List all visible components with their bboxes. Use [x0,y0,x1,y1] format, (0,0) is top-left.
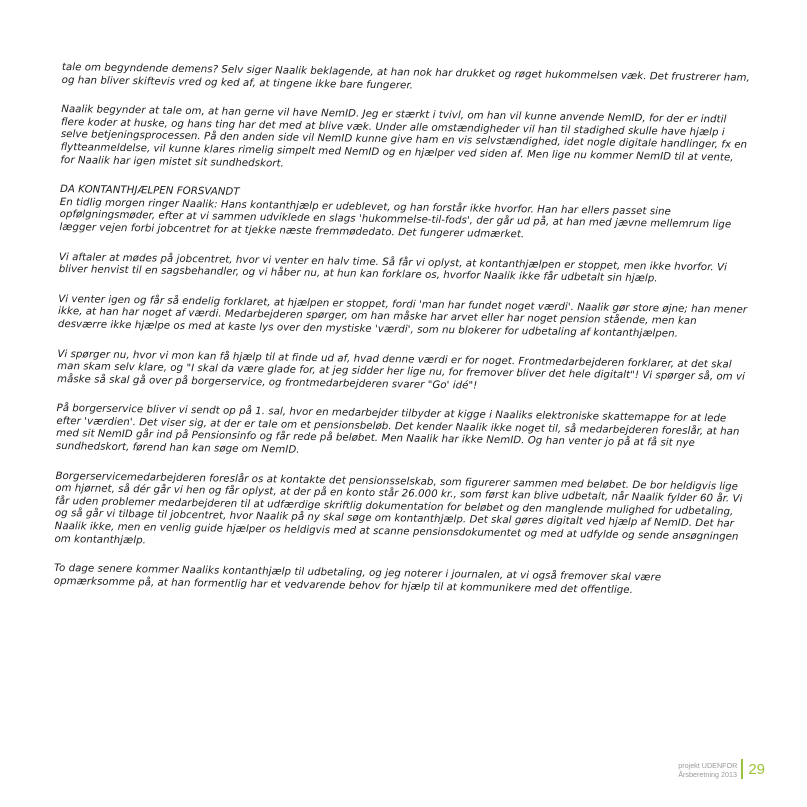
paragraph-intro-2: Naalik begynder at tale om, at han gerne vil have NemID. Jeg er stærkt i tvivl, om han vil kunne anvende NemID, for der er indtil flere koder at huske, og hans ting har det med at blive væk. Under alle omstændigheder vil han til stadighed skulle have hjælp i selve betjeningsprocessen. På den anden side vil NemID kunne give ham en vis selvstændighed, idet nogle digitale handlinger, fx en flytteanmeldelse, vil kunne klares rimelig simpelt med NemID og en hjælper ved siden af. Men lige nu kommer NemID til at vente, for Naalik har igen mistet sit sundhedskort. [60,104,748,170]
page-footer [678,759,765,779]
page-number: 29 [748,761,765,778]
footer-report-title: Årsberetning 2013 [678,769,737,779]
section-paragraph-4: Vi spørger nu, hvor vi mon kan få hjælp til at finde ud af, hvad denne værdi er for noget. Frontmedarbejderen forklarer, at det skal man skam selv klare, og "I skal da være glade for, at jeg sidder her lige nu, for fremover bliver det hele digitalt"! Vi spørger så, om vi måske så skal gå over på borgerservice, og frontmedarbejderen svarer "Go' idé"! [56,348,746,392]
section-heading: DA KONTANTHJÆLPEN FORSVANDT [59,184,240,198]
paragraph-intro-1: tale om begyndende demens? Selv siger Naalik beklagende, at han nok har drukket og røget hukommelsen væk. Det frustrerer ham, og han bliver skiftevis vred og ked af, at tingene ikke bare fungerer. [61,62,750,92]
section-paragraph-3: Vi venter igen og får så endelig forklaret, at hjælpen er stoppet, fordi 'man har fundet noget værdi'. Naalik gør store øjne; han mener ikke, at han har noget af værdi. Medarbejderen spørger, om han måske har arvet eller har noget pension stående, men kan desværre ikke hjælpe os med at kaste lys over den mystiske 'værdi', som nu blokerer for udbetaling af kontanthjælpen. [57,293,748,340]
section-paragraph-7: To dage senere kommer Naaliks kontanthjælp til udbetaling, og jeg noterer i journalen, at vi også fremover skal være opmærksomme på, at han formentlig har et vedvarende behov for hjælp til at kommunikere med det offentlige. [53,563,662,596]
section-paragraph-2: Vi aftaler at mødes på jobcentret, hvor vi venter en halv time. Så får vi oplyst, at kontanthjælpen er stoppet, men ikke hvorfor. Vi bliver henvist til en sagsbehandler, og vi håber nu, at hun kan forklare os, hvorfor Naalik ikke får udbetalt sin hjælp. [58,251,728,285]
section-paragraph-1: En tidlig morgen ringer Naalik: Hans kontanthjælp er udeblevet, og han forstår ikke hvorfor. Han har ellers passet sine opfølgningsmøder, efter at vi sammen udviklede en slags 'hukommelse-til-fods', der går ud på, at han med jævne mellemrum lige lægger vejen forbi jobcentret for at tjekke næste fremmødedato. Det fungerer udmærket. [59,196,732,241]
body-text [54,62,752,599]
footer-project-name: projekt UDENFOR [678,761,738,771]
footer-divider [741,759,743,779]
footer-label [678,762,737,779]
section-paragraph-6: Borgerservicemedarbejderen foreslår os at kontakte det pensionsselskab, som figurerer sammen med beløbet. De bor heldigvis lige om hjørnet, så dér går vi hen og får oplyst, at der på en konto står 26.000 kr., som først kan blive udbetalt, når Naalik fylder 60 år. Vi får uden problemer medarbejderen til at udfærdige skriftlig dokumentation for beløbet og den manglende mulighed for udbetaling, og så går vi tilbage til jobcentret, hvor Naalik på ny skal søge om kontanthjælp. Det skal gøres digitalt ved hjælp af NemID. Det har Naalik ikke, men en venlig guide hjælper os heldigvis med at scanne pensionsdokumentet og med at udfylde og sende ansøgningen om kontanthjælp. [54,470,743,547]
section-paragraph-5: På borgerservice bliver vi sendt op på 1. sal, hvor en medarbejder tilbyder at kigge i Naaliks elektroniske skattemappe for at lede efter 'værdien'. Det viser sig, at der er tale om et pensionsbeløb. Det kender Naalik ikke noget til, så medarbejderen foreslår, at han med sit NemID går ind på Pensionsinfo og får rede på beløbet. Men Naalik har ikke NemID. Og han venter jo på at få sit nye sundhedskort, førend han kan søge om NemID. [55,403,740,456]
